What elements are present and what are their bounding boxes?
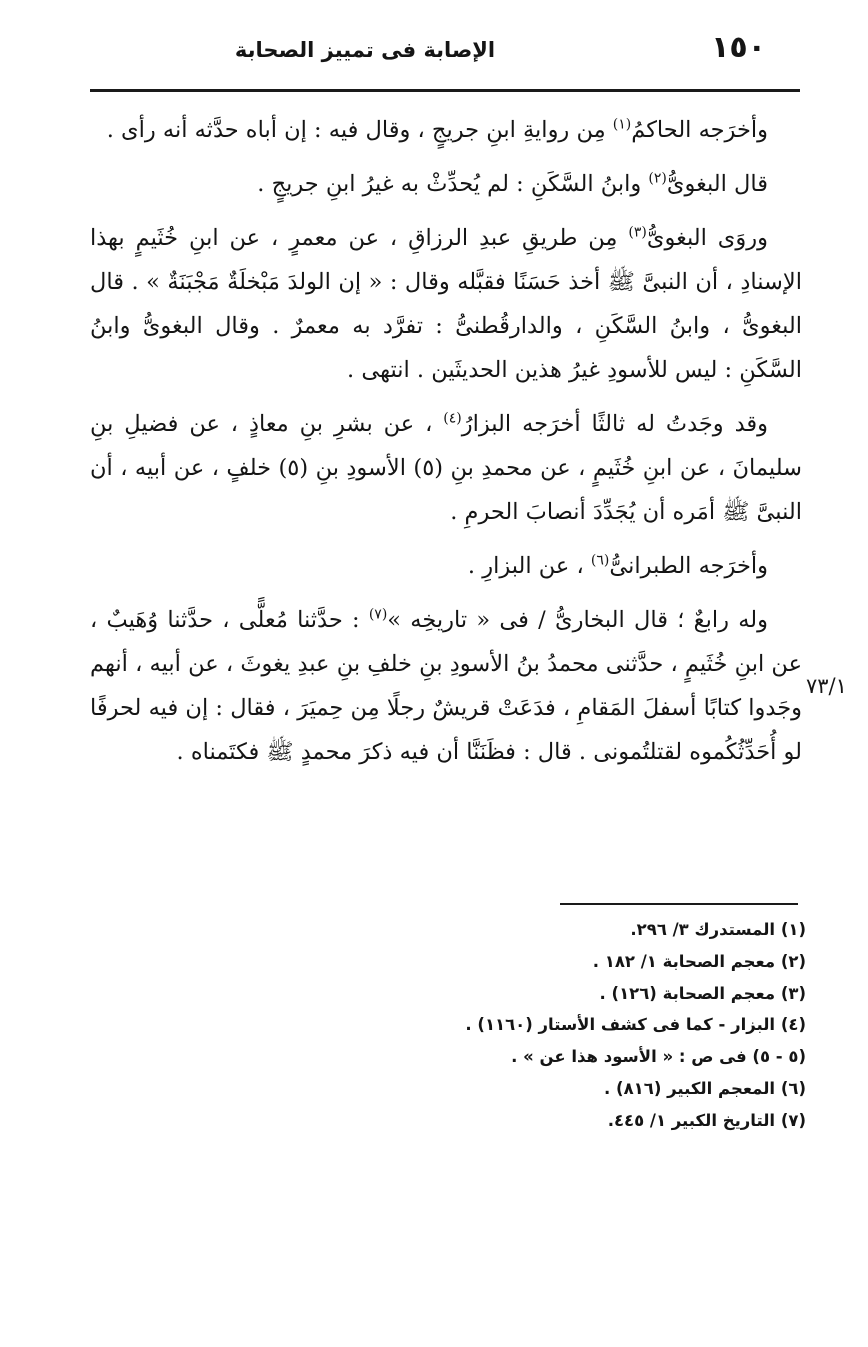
paragraph-text: ، عن بشرِ بنِ معاذٍ ، عن فضيلِ بنِ سليمانَ ، عن ابنِ خُثَيمٍ ، عن محمدِ بنِ (٥) الأسودِ بنِ (٥) خلفٍ ، عن أبيه ، أن النبىَّ ﷺ أمَره أن يُجَدِّدَ أنصابَ الحرمِ . <box>90 411 802 525</box>
footnote: (٣) معجم الصحابة (١٢٦) . <box>599 983 806 1003</box>
paragraph-text: وروَى البغوىُّ <box>646 225 768 251</box>
footnote-marker: (٢) <box>648 170 667 187</box>
footnote-marker: (١) <box>612 116 632 133</box>
paragraph-text: ، عن البزارِ . <box>467 553 591 579</box>
main-text <box>90 108 802 784</box>
footnote: (١) المستدرك ٣/ ٢٩٦. <box>630 920 806 939</box>
page-header <box>90 26 800 92</box>
paragraph-text: وله رابعٌ ؛ قال البخارىُّ / فى « تاريخِه » <box>387 607 768 633</box>
footnote-marker: (٣) <box>628 224 647 241</box>
paragraph-text: وقد وجَدتُ له ثالثًا أخرَجه البزارُ <box>461 411 769 437</box>
footnotes <box>300 914 806 1137</box>
footnote: (٧) التاريخ الكبير ١/ ٤٤٥. <box>607 1110 806 1130</box>
margin-reference: ٧٣/١ <box>806 674 847 698</box>
paragraph <box>90 162 802 206</box>
footnote-marker: (٧) <box>368 606 388 623</box>
paragraph <box>90 402 802 534</box>
paragraph-text: مِن روايةِ ابنِ جريجٍ ، وقال فيه : إن أباه حدَّثه أنه رأى . <box>106 117 613 143</box>
paragraph-text: : حدَّثنا مُعلًّى ، حدَّثنا وُهَيبٌ ، عن ابنِ خُثَيمٍ ، حدَّثنى محمدُ بنُ الأسودِ بنِ خلفِ بنِ عبدِ يغوثَ ، عن أبيه ، أنهم وجَدوا كتابًا أسفلَ المَقامِ ، فدَعَتْ قريشٌ رجلًا مِن حِميَرَ ، فقال : إن فيه لحرفًا لو أُحَدِّثُكُموه لقتلتُمونى . قال : فظَنَنَّا أن فيه ذكرَ محمدٍ ﷺ فكتَمناه . <box>90 607 802 765</box>
paragraph-text: وابنُ السَّكَنِ : لم يُحدِّثْ به غيرُ ابنِ جريجٍ . <box>257 171 649 197</box>
footnote-marker: (٤) <box>443 410 462 427</box>
page-number: ١٥٠ <box>711 30 766 65</box>
paragraph-text: قال البغوىُّ <box>666 171 768 197</box>
paragraph <box>90 598 802 774</box>
paragraph-text: مِن طريقِ عبدِ الرزاقِ ، عن معمرٍ ، عن ابنِ خُثَيمٍ بهذا الإسنادِ ، أن النبىَّ ﷺ أخذ حَسَنًا فقبَّله وقال : « إن الولدَ مَبْخلَةٌ مَجْبَنَةٌ » . قال البغوىُّ ، وابنُ السَّكَنِ ، والدارقُطنىُّ : تفرَّد به معمرٌ . وقال البغوىُّ وابنُ السَّكَنِ : ليس للأسودِ غيرُ هذين الحديثَين . انتهى . <box>90 225 802 383</box>
paragraph-text: وأخرَجه الطبرانىُّ <box>609 553 768 579</box>
footnote: (٦) المعجم الكبير (٨١٦) . <box>604 1078 806 1098</box>
footnote: (٢) معجم الصحابة ١/ ١٨٢ . <box>592 951 806 971</box>
header-rule <box>90 89 800 92</box>
paragraph <box>90 108 802 152</box>
footnote: (٥ - ٥) فى ص : « الأسود هذا عن » . <box>511 1047 806 1067</box>
paragraph <box>90 216 802 392</box>
footnote-rule <box>560 903 798 905</box>
paragraph-text: وأخرَجه الحاكمُ <box>631 117 768 143</box>
footnote: (٤) البزار - كما فى كشف الأستار (١١٦٠) . <box>465 1015 806 1035</box>
paragraph <box>90 544 802 588</box>
footnote-marker: (٦) <box>590 552 610 569</box>
running-title: الإصابة فى تمييز الصحابة <box>234 38 496 62</box>
